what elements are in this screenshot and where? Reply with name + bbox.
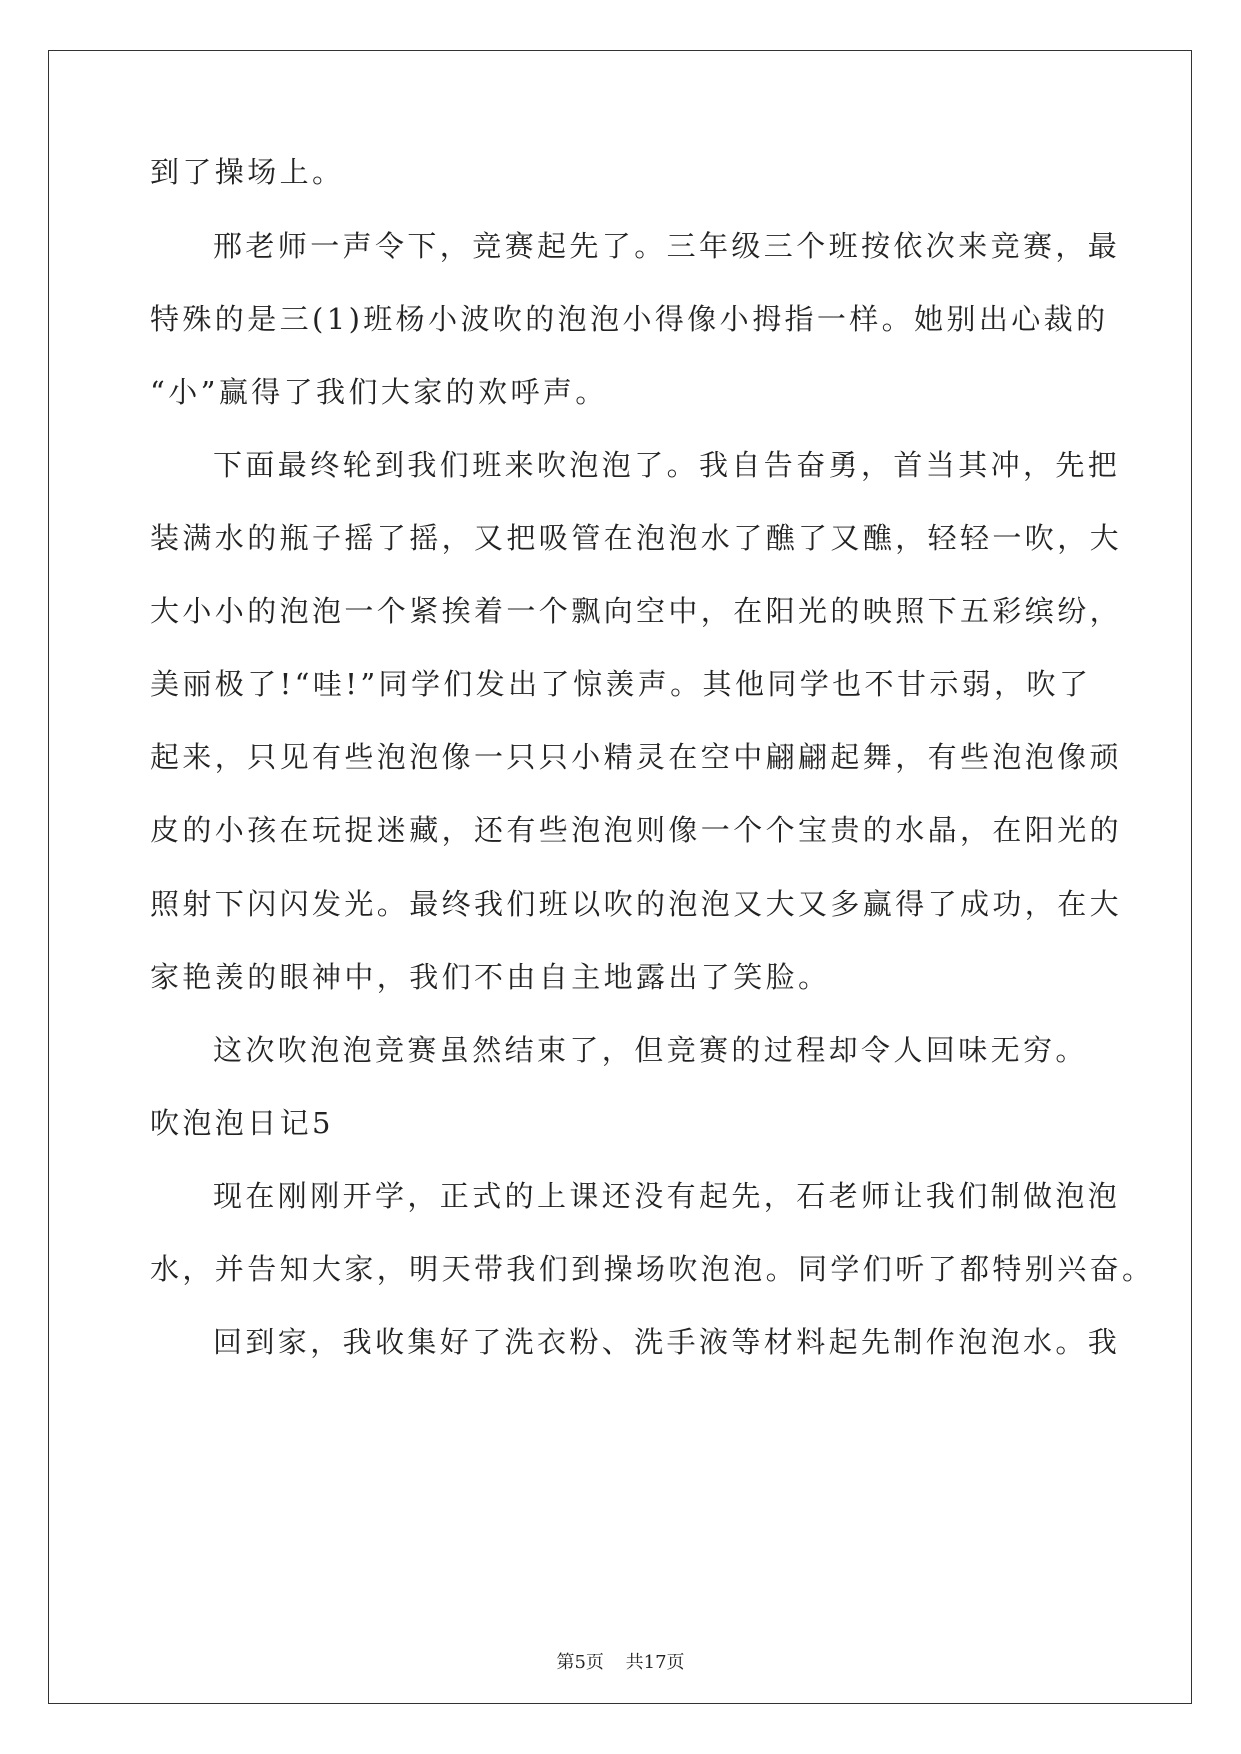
text-line: 到了操场上。 <box>150 155 345 189</box>
text-line: 照射下闪闪发光。最终我们班以吹的泡泡又大又多赢得了成功，在大 <box>150 887 1123 921</box>
section-heading: 吹泡泡日记5 <box>150 1106 334 1140</box>
paragraph-start-line: 邢老师一声令下，竞赛起先了。三年级三个班按依次来竞赛，最 <box>213 229 1121 263</box>
page-number: 第5页 <box>556 1652 604 1673</box>
text-line: 装满水的瓶子摇了摇，又把吸管在泡泡水了醮了又醮，轻轻一吹，大 <box>150 521 1123 555</box>
total-pages: 共17页 <box>625 1652 685 1673</box>
text-line: 水，并告知大家，明天带我们到操场吹泡泡。同学们听了都特别兴奋。 <box>150 1252 1155 1286</box>
text-line: 家艳羡的眼神中，我们不由自主地露出了笑脸。 <box>150 960 831 994</box>
text-line: 皮的小孩在玩捉迷藏，还有些泡泡则像一个个宝贵的水晶，在阳光的 <box>150 813 1123 847</box>
text-line: 特殊的是三(1)班杨小波吹的泡泡小得像小拇指一样。她别出心裁的 <box>150 302 1109 336</box>
paragraph-start-line: 下面最终轮到我们班来吹泡泡了。我自告奋勇，首当其冲，先把 <box>213 448 1121 482</box>
paragraph-start-line: 回到家，我收集好了洗衣粉、洗手液等材料起先制作泡泡水。我 <box>213 1325 1121 1359</box>
paragraph-start-line: 现在刚刚开学，正式的上课还没有起先，石老师让我们制做泡泡 <box>213 1179 1121 1213</box>
page-footer <box>0 1648 1241 1674</box>
paragraph-start-line: 这次吹泡泡竞赛虽然结束了，但竞赛的过程却令人回味无穷。 <box>213 1033 1088 1067</box>
text-line: 大小小的泡泡一个紧挨着一个飘向空中，在阳光的映照下五彩缤纷， <box>150 594 1123 628</box>
text-line: 起来，只见有些泡泡像一只只小精灵在空中翩翩起舞，有些泡泡像顽 <box>150 740 1123 774</box>
text-line: 美丽极了!“哇!”同学们发出了惊羡声。其他同学也不甘示弱，吹了 <box>150 667 1092 701</box>
text-line: “小”赢得了我们大家的欢呼声。 <box>150 375 608 409</box>
